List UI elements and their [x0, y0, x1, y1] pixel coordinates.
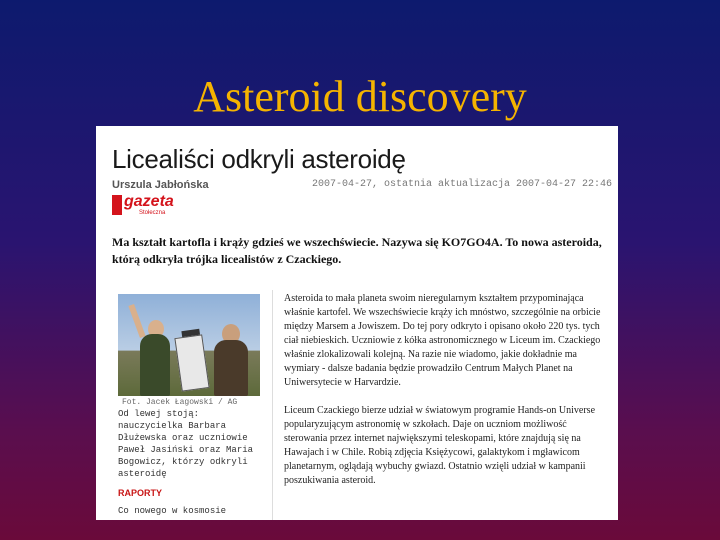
- telescope-icon: [174, 334, 209, 391]
- article-author[interactable]: Urszula Jabłońska: [112, 179, 209, 191]
- logo-sub: Stołeczna: [139, 210, 166, 216]
- article-body: [284, 292, 612, 502]
- photo-credit: Fot. Jacek Łagowski / AG: [122, 398, 238, 407]
- slide-title: Asteroid discovery: [193, 72, 527, 121]
- logo-red-mark: [112, 195, 122, 215]
- article-screenshot: [96, 126, 618, 520]
- photo-arm: [128, 304, 145, 338]
- body-paragraph: Liceum Czackiego bierze udział w światowym programie Hands-on Universe popularyzującym astronomię w szkołach. Daje on uczniom możliwość sterowania przez internet największymi teleskopami, które znajdują się na Hawajach i w Chile. Robią zdjęcia Księżycowi, galaktykom i mgławicom planetarnym, oglądają wybuchy gwiazd. Ostatnio wzięli udział w kampanii poszukiwania asteroid.: [284, 405, 596, 486]
- column-divider: [272, 290, 273, 520]
- photo-person-right: [214, 340, 248, 396]
- logo-word: gazeta: [124, 193, 174, 210]
- article-dates: 2007-04-27, ostatnia aktualizacja 2007-04-27 22:46: [311, 179, 612, 190]
- article-lead: Ma kształt kartofla i krąży gdzieś we wszechświecie. Nazywa się KO7GO4A. To nowa asteroida, którą odkryła trójka licealistów z Czackiego.: [112, 235, 602, 266]
- gazeta-logo[interactable]: [112, 193, 182, 217]
- body-paragraph: Asteroida to mała planeta swoim nieregularnym kształtem przypominająca właśnie kartofel. We wszechświecie krąży ich mnóstwo, szczególnie na orbicie między Marsem a Jowiszem. Do tej pory odkryto i opisano około 220 tys. tych ciał niebieskich. Uczniowie z kółka astronomicznego w Liceum im. Czackiego właśnie zlokalizowali kolejną. Na razie nie wiadomo, jakie dokładnie ma wymiary - dalsze badania będzie prowadziło Centrum Małych Planet na Uniwersytecie w Harvardzie.: [284, 293, 601, 388]
- section-link[interactable]: Co nowego w kosmosie: [118, 506, 227, 516]
- section-heading[interactable]: RAPORTY: [118, 488, 163, 498]
- photo-person-left: [140, 334, 170, 396]
- article-photo[interactable]: [118, 294, 260, 396]
- photo-caption: Od lewej stoją: nauczycielka Barbara Dłużewska oraz uczniowie Paweł Jasiński oraz Maria Bogowicz, którzy odkryli asteroidę: [118, 409, 254, 479]
- article-headline: Licealiści odkryli asteroidę: [112, 144, 406, 174]
